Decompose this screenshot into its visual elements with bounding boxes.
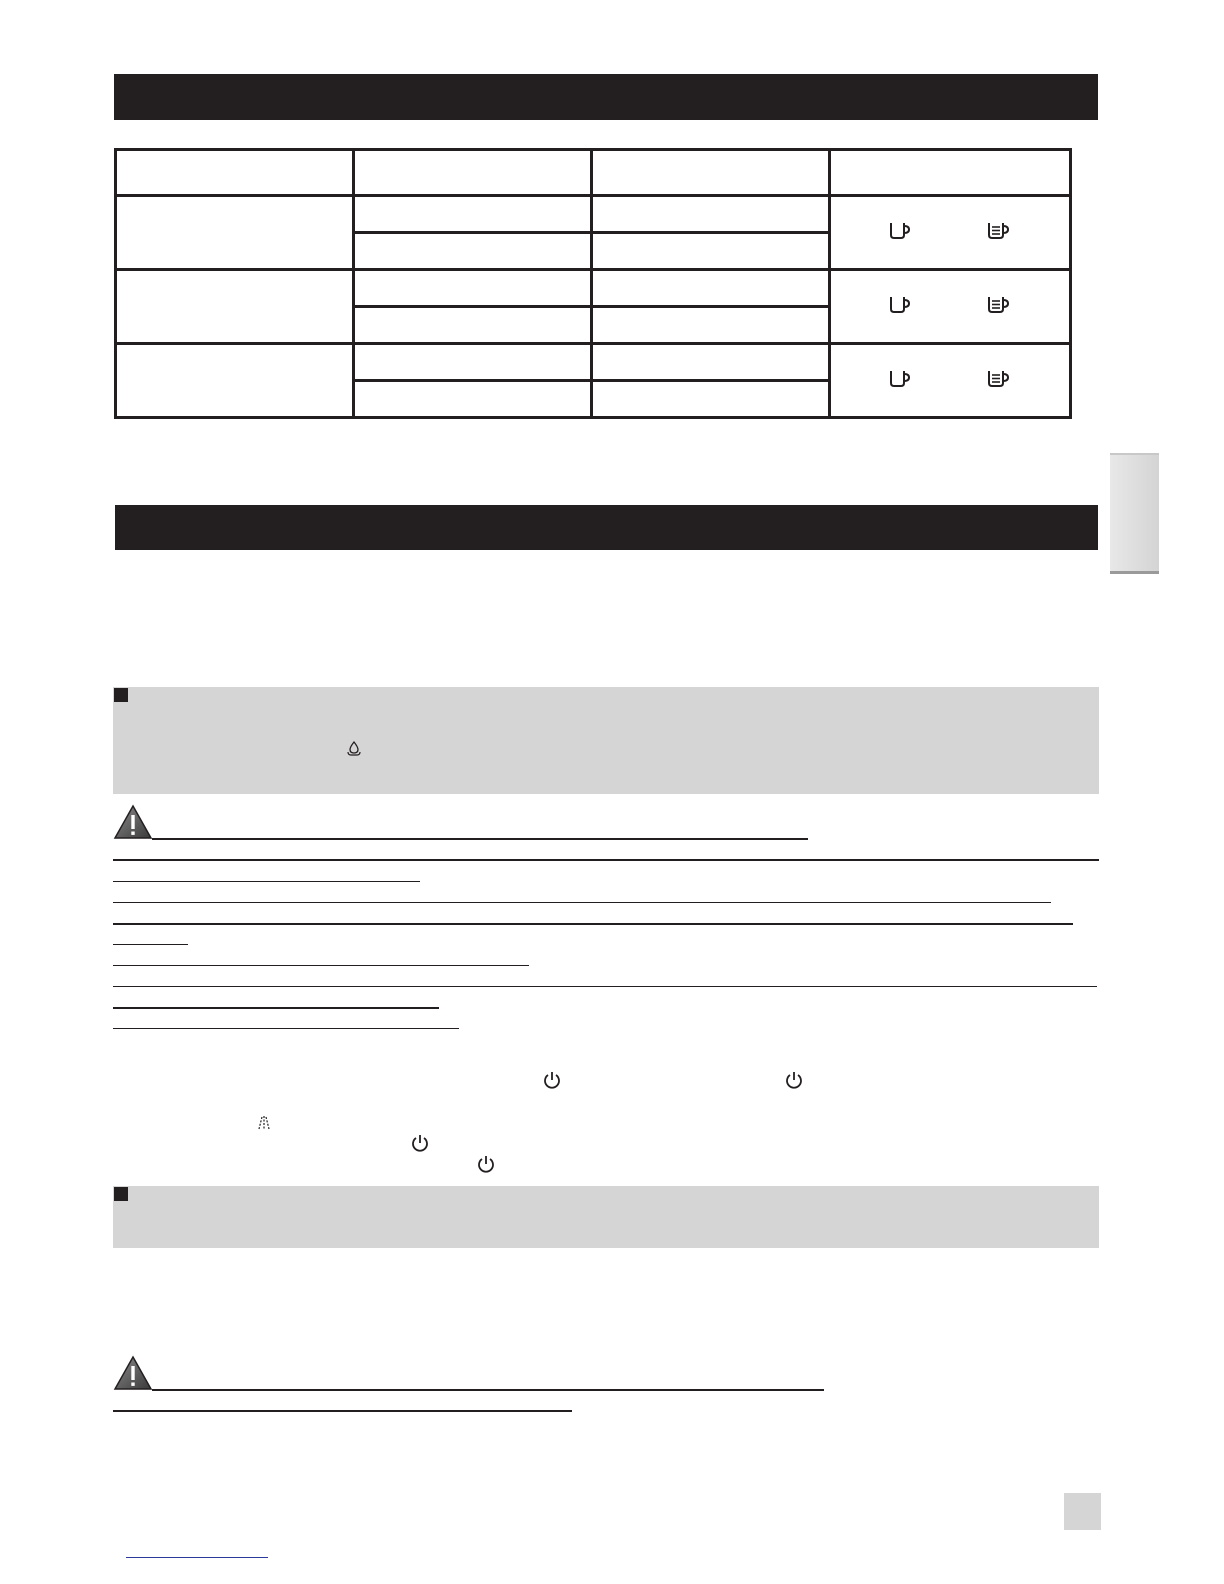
table-cell — [354, 196, 592, 233]
table-group-label — [116, 270, 354, 344]
double-cup-icon — [987, 220, 1011, 245]
double-cup-icon — [987, 368, 1011, 393]
chapter-side-tab — [1110, 453, 1159, 574]
table-group-label — [116, 344, 354, 418]
power-icon — [784, 1070, 804, 1095]
note-box-2 — [113, 1186, 1099, 1248]
warning-rule — [113, 881, 420, 882]
power-icon — [542, 1070, 562, 1095]
table-cell — [354, 307, 592, 344]
power-icon — [476, 1154, 496, 1179]
table-cell — [354, 270, 592, 307]
table-header-row — [116, 150, 1071, 196]
power-icon — [410, 1133, 430, 1158]
table-cell — [592, 270, 830, 307]
table-cell — [592, 233, 830, 270]
cup-size-cell — [830, 196, 1071, 270]
note-bullet-2 — [114, 1187, 128, 1201]
double-cup-icon — [987, 294, 1011, 319]
table-cell — [592, 196, 830, 233]
warning-rule — [113, 902, 1051, 903]
note-box-1 — [113, 687, 1099, 794]
cup-size-cell — [830, 344, 1071, 418]
table-row — [116, 196, 1071, 233]
footer-link-underline — [126, 1557, 268, 1558]
table-header-cell — [116, 150, 354, 196]
table-cell — [592, 381, 830, 418]
warning-rule — [152, 838, 808, 840]
single-cup-icon — [889, 294, 911, 319]
warning-rule — [113, 965, 529, 966]
warning-rule — [113, 923, 1073, 925]
warning-rule — [113, 1007, 439, 1009]
table-cell — [354, 381, 592, 418]
section-header-bar-1 — [114, 74, 1098, 120]
single-cup-icon — [889, 220, 911, 245]
warning-rule — [113, 986, 1097, 987]
table-cell — [592, 307, 830, 344]
warning-rule — [113, 859, 1099, 861]
warning-rule — [152, 1389, 824, 1391]
table-header-cell — [592, 150, 830, 196]
table-group-label — [116, 196, 354, 270]
single-cup-icon — [889, 368, 911, 393]
section-header-bar-2 — [115, 505, 1098, 550]
table-cell — [354, 233, 592, 270]
table-row — [116, 344, 1071, 381]
steam-icon — [256, 1115, 272, 1136]
table-header-cell — [354, 150, 592, 196]
note-bullet-1 — [114, 688, 128, 702]
settings-table — [114, 148, 1072, 419]
warning-rule — [113, 944, 188, 945]
warning-triangle-icon — [113, 1355, 153, 1396]
table-header-cell — [830, 150, 1071, 196]
warning-rule — [113, 1028, 459, 1029]
warning-rule — [113, 1410, 572, 1412]
cup-size-cell — [830, 270, 1071, 344]
water-drop-icon — [346, 740, 362, 761]
table-row — [116, 270, 1071, 307]
warning-triangle-icon — [113, 804, 153, 845]
page-number-box — [1064, 1493, 1101, 1530]
table-cell — [592, 344, 830, 381]
table-cell — [354, 344, 592, 381]
